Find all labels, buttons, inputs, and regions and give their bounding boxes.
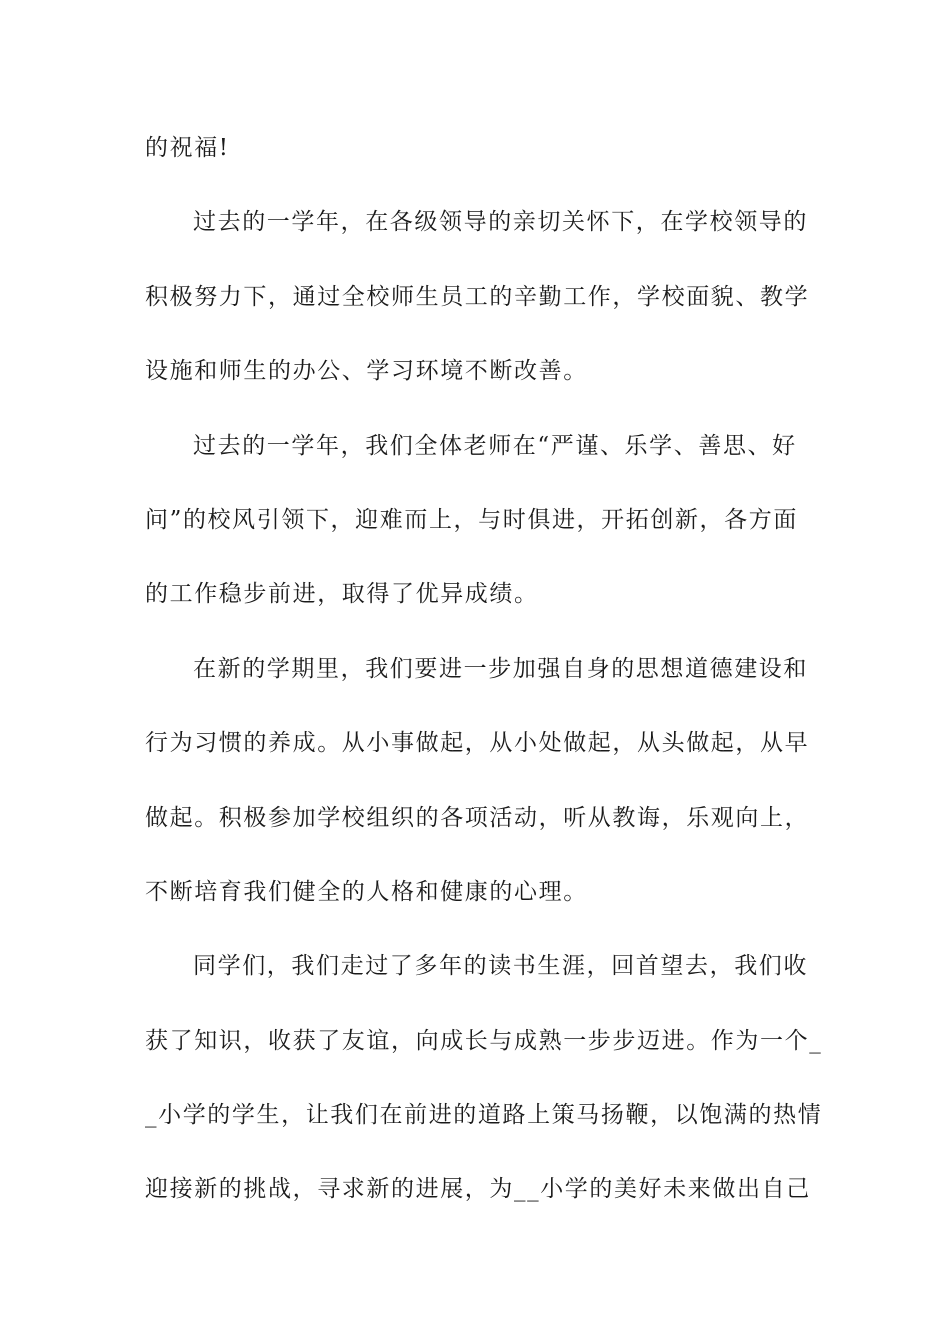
text-line: 做起。积极参加学校组织的各项活动，听从教诲，乐观向上， [145,804,810,831]
text-line: 问”的校风引领下，迎难而上，与时俱进，开拓创新，各方面 [145,506,798,533]
text-line: 的工作稳步前进，取得了优异成绩。 [145,581,539,608]
text-line: 不断培育我们健全的人格和健康的心理。 [145,878,588,905]
text-line: 的祝福! [145,135,230,161]
text-line: 行为习惯的养成。从小事做起，从小处做起，从头做起，从早 [145,730,810,757]
text-line: 获了知识，收获了友谊，向成长与成熟一步步迈进。作为一个_ [145,1027,823,1054]
document-body [145,130,823,1246]
paragraph-first-line: 在新的学期里，我们要进一步加强自身的思想道德建设和 [193,655,808,682]
text-line: 设施和师生的办公、学习环境不断改善。 [145,358,588,385]
paragraph-first-line: 过去的一学年，在各级领导的亲切关怀下，在学校领导的 [193,209,808,236]
paragraph-first-line: 同学们，我们走过了多年的读书生涯，回首望去，我们收 [193,953,808,980]
text-line: _小学的学生，让我们在前进的道路上策马扬鞭，以饱满的热情 [145,1102,823,1129]
paragraph-first-line: 过去的一学年，我们全体老师在“严谨、乐学、善思、好 [193,432,797,459]
text-line: 积极努力下，通过全校师生员工的辛勤工作，学校面貌、教学 [145,283,810,310]
text-line: 迎接新的挑战，寻求新的进展，为__小学的美好未来做出自己 [145,1176,811,1203]
